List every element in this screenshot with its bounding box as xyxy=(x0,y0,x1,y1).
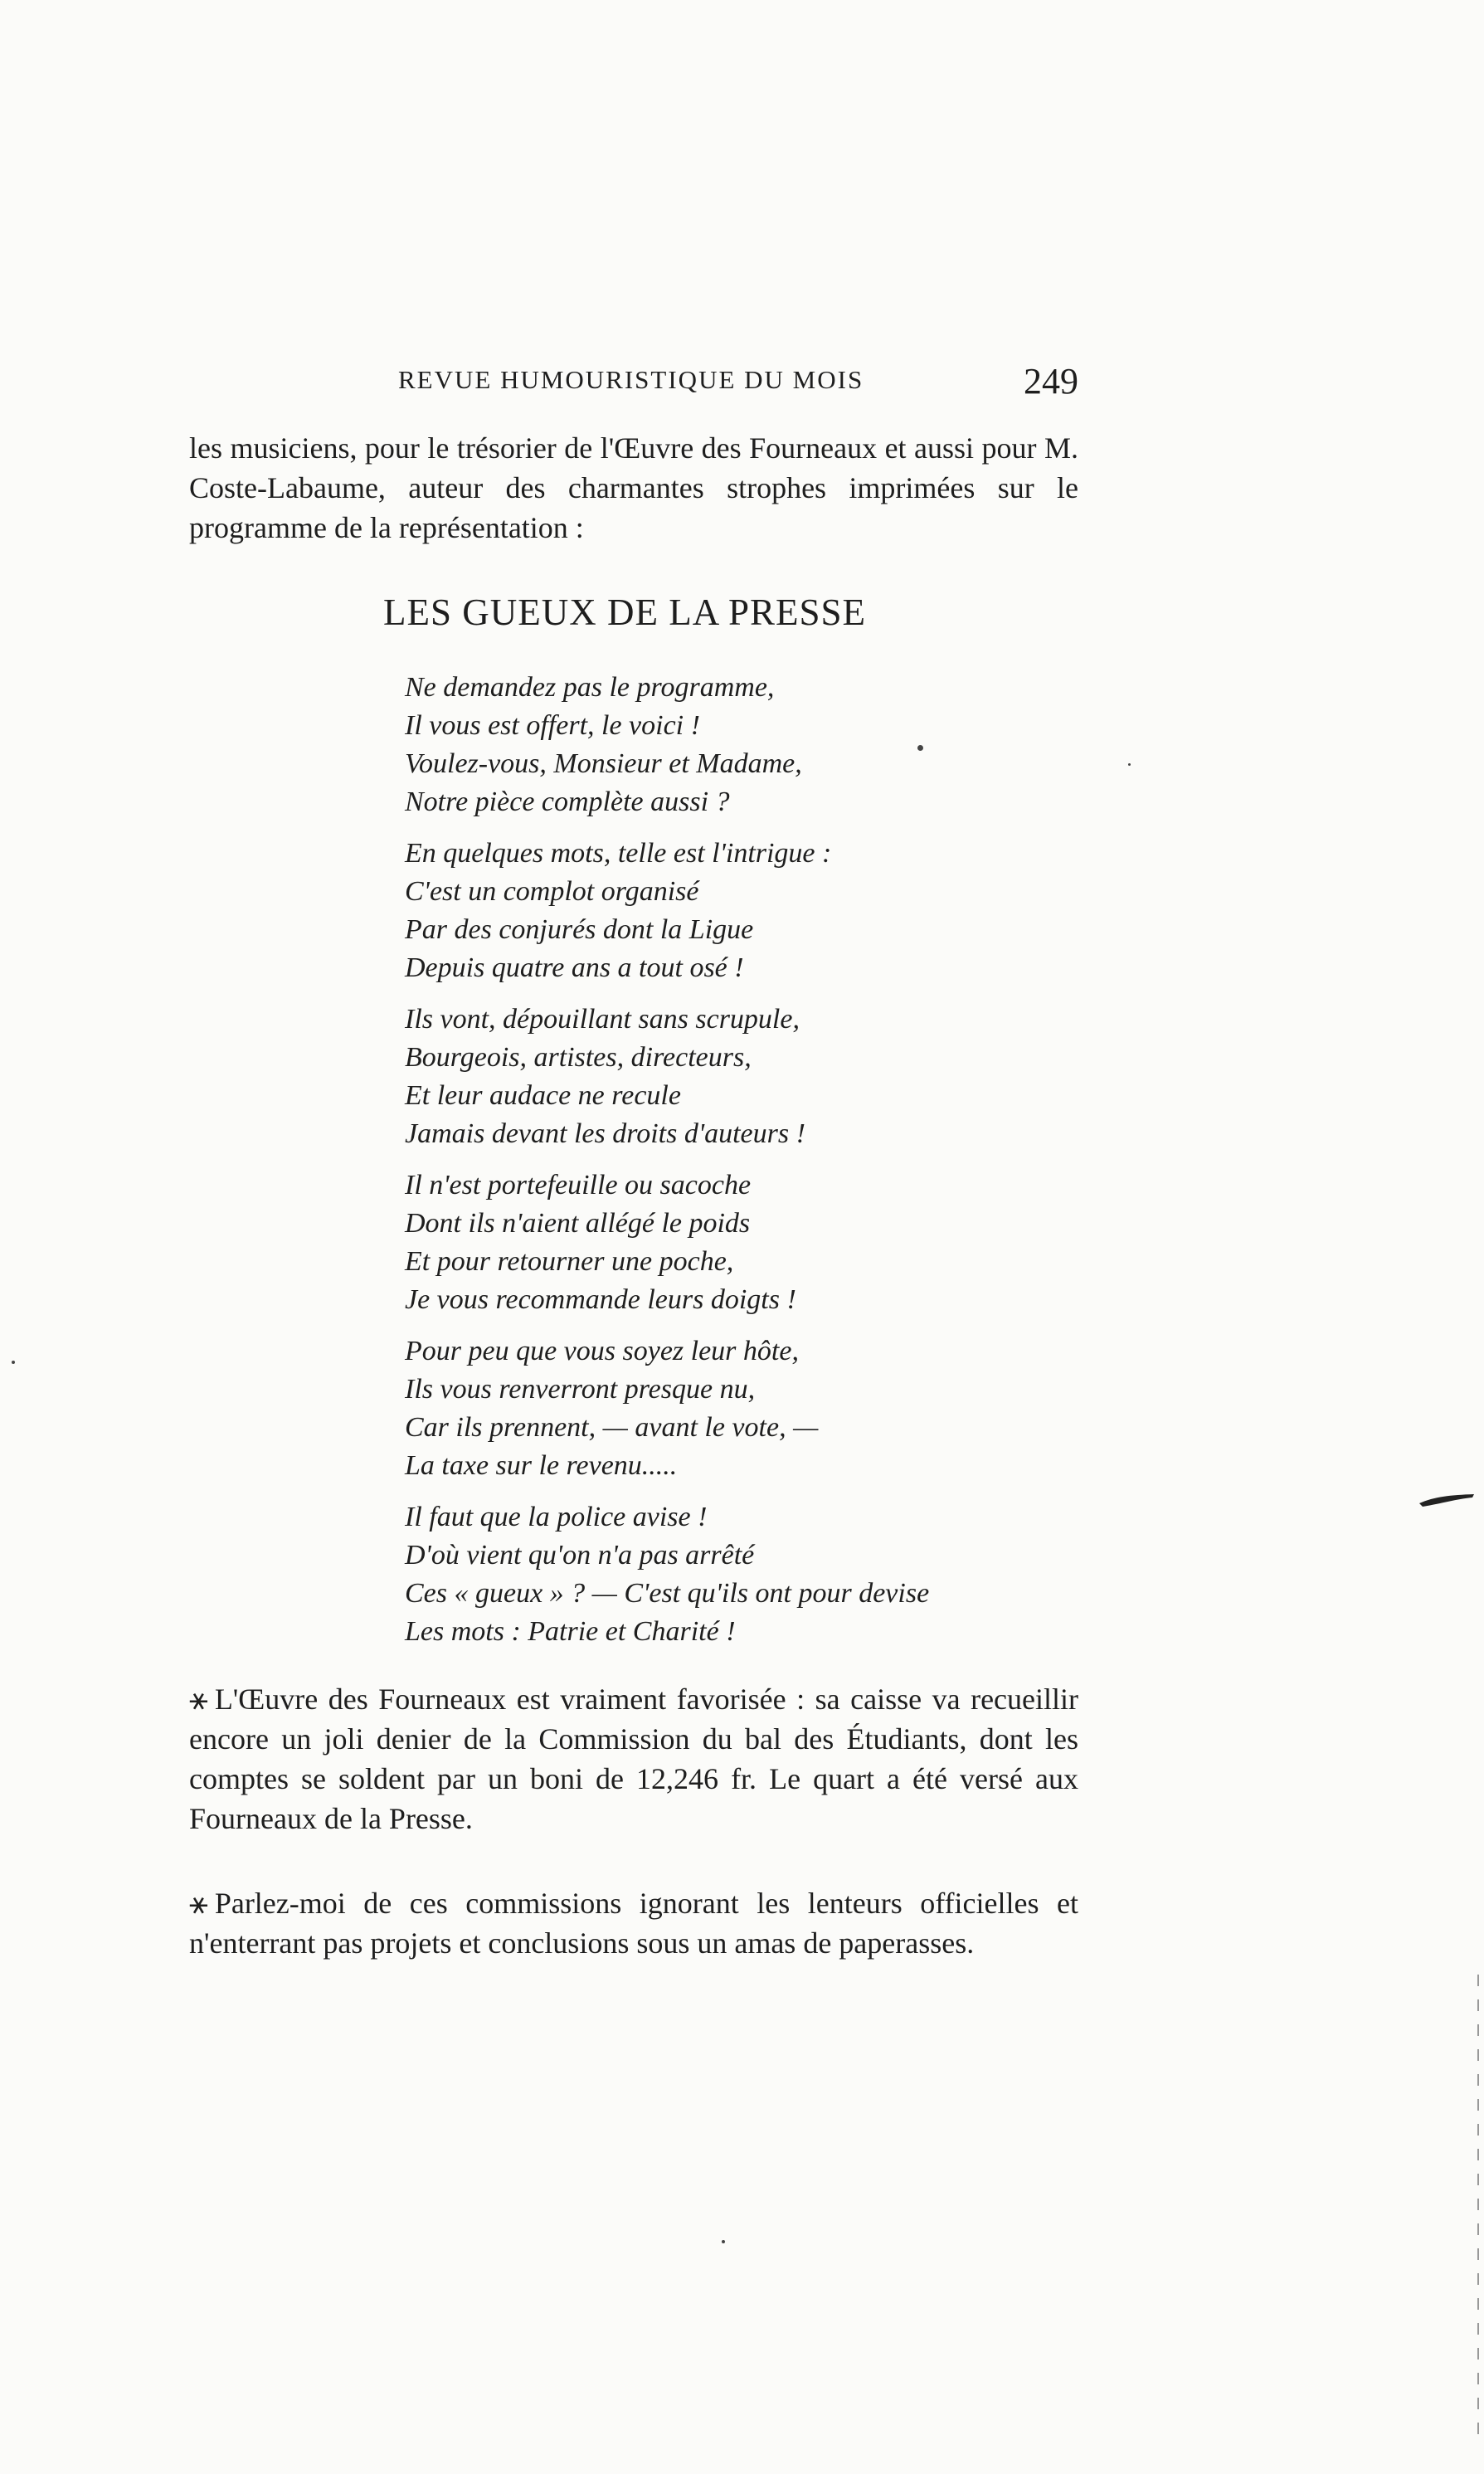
intro-paragraph xyxy=(189,428,1078,548)
scan-speck xyxy=(917,745,923,751)
poem-line: En quelques mots, telle est l'intrigue : xyxy=(405,838,832,869)
scan-speck xyxy=(1128,763,1131,766)
poem-line: Les mots : Patrie et Charité ! xyxy=(405,1616,736,1647)
poem-line: Car ils prennent, — avant le vote, — xyxy=(405,1412,819,1443)
page-edge-shadow xyxy=(1477,1975,1479,2439)
poem-line: Dont ils n'aient allégé le poids xyxy=(405,1208,751,1239)
poem-line: Jamais devant les droits d'auteurs ! xyxy=(405,1118,805,1149)
poem-line: Ils vont, dépouillant sans scrupule, xyxy=(405,1004,800,1035)
poem-line: Ne demandez pas le programme, xyxy=(405,672,775,703)
ink-mark-icon xyxy=(1418,1493,1476,1508)
poem-line: Pour peu que vous soyez leur hôte, xyxy=(405,1336,799,1366)
poem-title: LES GUEUX DE LA PRESSE xyxy=(383,592,867,633)
poem xyxy=(405,669,1002,1664)
poem-line: Et leur audace ne recule xyxy=(405,1080,681,1111)
poem-line: Notre pièce complète aussi ? xyxy=(405,787,730,817)
poem-line: Ils vous renverront presque nu, xyxy=(405,1374,756,1405)
poem-stanza-3 xyxy=(405,1001,1002,1153)
poem-line: Je vous recommande leurs doigts ! xyxy=(405,1284,796,1315)
paragraph-fourneaux xyxy=(189,1679,1078,1838)
paragraph-text: L'Œuvre des Fourneaux est vraiment favorisée : sa caisse va recueillir encore un joli denier de la Commission du bal des Étudiants, dont les comptes se soldent par un boni de 12,246 fr. Le quart a été versé aux Fourneaux de la Presse. xyxy=(189,1683,1078,1835)
running-header xyxy=(390,361,1078,407)
poem-line: Et pour retourner une poche, xyxy=(405,1246,734,1277)
paragraph-text: Parlez-moi de ces commissions ignorant les lenteurs officielles et n'enterrant pas projets et conclusions sous un amas de paperasses. xyxy=(189,1887,1078,1960)
poem-line: Depuis quatre ans a tout osé ! xyxy=(405,952,744,983)
poem-stanza-2 xyxy=(405,835,1002,987)
poem-line: C'est un complot organisé xyxy=(405,876,699,907)
poem-line: Il n'est portefeuille ou sacoche xyxy=(405,1170,752,1200)
poem-line: La taxe sur le revenu..... xyxy=(405,1450,678,1481)
poem-line: Il vous est offert, le voici ! xyxy=(405,710,700,741)
poem-stanza-5 xyxy=(405,1332,1002,1485)
intro-text: les musiciens, pour le trésorier de l'Œuvre des Fourneaux et aussi pour M. Coste-Labaume, auteur des charmantes strophes imprimées sur le programme de la représentation : xyxy=(189,431,1078,544)
asterisk-bullet-icon: ⚹ xyxy=(189,1682,208,1717)
paragraph-commissions xyxy=(189,1883,1078,1963)
poem-stanza-1 xyxy=(405,669,1002,821)
poem-line: Il faut que la police avise ! xyxy=(405,1502,708,1532)
poem-line: Ces « gueux » ? — C'est qu'ils ont pour devise xyxy=(405,1578,930,1609)
asterisk-bullet-icon: ⚹ xyxy=(189,1886,208,1921)
running-title: REVUE HUMOURISTIQUE DU MOIS xyxy=(398,365,864,394)
poem-line: D'où vient qu'on n'a pas arrêté xyxy=(405,1540,755,1571)
poem-line: Voulez-vous, Monsieur et Madame, xyxy=(405,748,802,779)
poem-line: Par des conjurés dont la Ligue xyxy=(405,914,754,945)
poem-line: Bourgeois, artistes, directeurs, xyxy=(405,1042,752,1073)
poem-stanza-6 xyxy=(405,1498,1002,1651)
scan-speck xyxy=(12,1361,15,1364)
poem-stanza-4 xyxy=(405,1166,1002,1319)
page-number: 249 xyxy=(1024,361,1078,402)
scan-speck xyxy=(722,2240,725,2243)
